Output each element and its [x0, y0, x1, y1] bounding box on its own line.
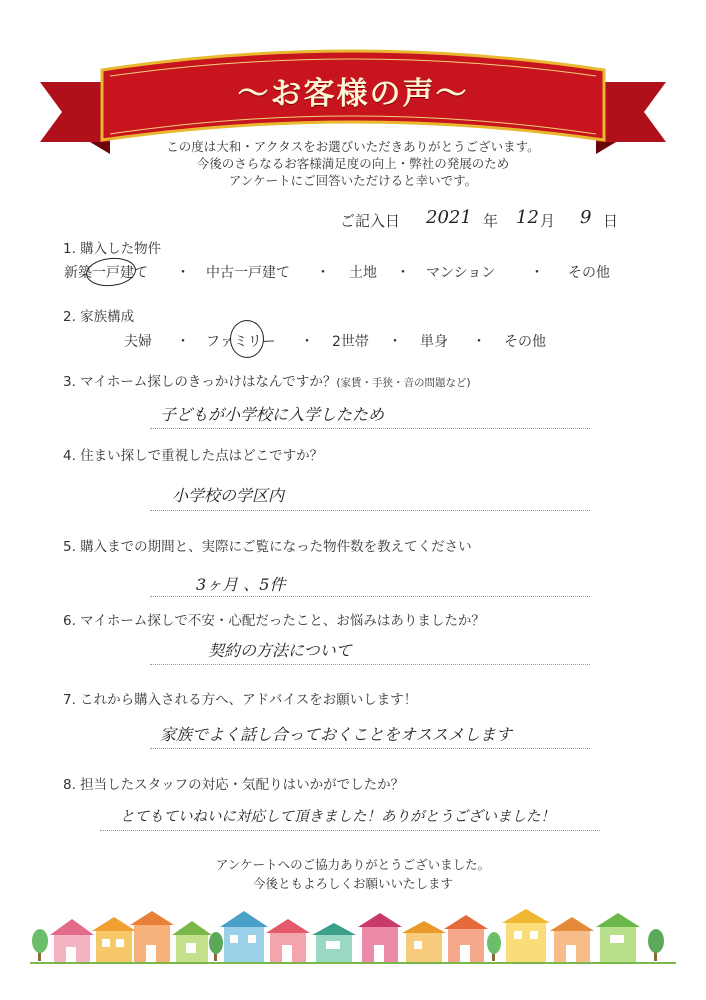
- option-separator: ・: [472, 334, 486, 350]
- option-used-house[interactable]: 中古一戸建て: [206, 265, 290, 281]
- answer-4: 小学校の学区内: [172, 486, 285, 505]
- answer-5: 3ヶ月 、5件: [196, 575, 286, 594]
- closing-line: 今後ともよろしくお願いいたします: [252, 876, 453, 891]
- house-icon: [596, 913, 640, 963]
- option-other[interactable]: その他: [504, 334, 546, 350]
- closing-message: [0, 855, 706, 893]
- answer-line: [150, 664, 590, 665]
- date-year-unit: 年: [483, 212, 499, 230]
- option-single[interactable]: 単身: [420, 334, 448, 350]
- date-month: 12: [516, 207, 539, 228]
- house-icon: [402, 921, 446, 963]
- option-two-generation[interactable]: 2世帯: [332, 334, 369, 350]
- question-3-label: [63, 370, 471, 390]
- question-3-note: (家賃・手狭・音の問題など): [336, 377, 471, 389]
- option-new-house[interactable]: 新築一戸建て: [64, 265, 148, 281]
- house-icon: [130, 911, 174, 963]
- answer-line: [150, 428, 590, 429]
- answer-8: とてもていねいに対応して頂きました！ありがとうございました！: [120, 809, 555, 825]
- option-separator: ・: [396, 265, 410, 281]
- house-icon: [220, 911, 268, 963]
- answer-line: [150, 510, 590, 511]
- page-title: ～お客様の声～: [237, 76, 469, 112]
- intro-line: この度は大和・アクタスをお選びいただきありがとうございます。: [166, 139, 540, 154]
- option-separator: ・: [530, 265, 544, 281]
- date-year: 2021: [426, 207, 472, 228]
- answer-line: [100, 830, 600, 831]
- answer-line: [150, 596, 590, 597]
- answer-line: [150, 748, 590, 749]
- closing-line: アンケートへのご協力ありがとうございました。: [215, 857, 491, 872]
- option-land[interactable]: 土地: [349, 265, 377, 281]
- date-day: 9: [580, 207, 592, 228]
- option-separator: ・: [176, 265, 190, 281]
- house-icon: [358, 913, 402, 963]
- house-icon: [172, 921, 212, 963]
- house-icon: [266, 919, 310, 963]
- question-6-label: 6. マイホーム探しで不安・心配だったこと、お悩みはありましたか？: [63, 613, 485, 629]
- tree-icon: [32, 929, 48, 961]
- option-separator: ・: [300, 334, 314, 350]
- tree-icon: [648, 929, 664, 961]
- option-other[interactable]: その他: [568, 265, 610, 281]
- house-icon: [92, 917, 136, 963]
- question-4-label: 4. 住まい探しで重視した点はどこですか？: [63, 448, 324, 464]
- intro-line: アンケートにご回答いただけると幸いです。: [228, 173, 478, 188]
- date-month-unit: 月: [540, 212, 556, 230]
- tree-icon: [209, 932, 223, 961]
- question-8-label: 8. 担当したスタッフの対応・気配りはいかがでしたか？: [63, 777, 405, 793]
- intro-line: 今後のさらなるお客様満足度の向上・弊社の発展のため: [196, 156, 510, 171]
- intro-text: [0, 138, 706, 189]
- question-2-options: [124, 331, 584, 353]
- question-7-label: 7. これから購入される方へ、アドバイスをお願いします！: [63, 692, 418, 708]
- house-icon: [50, 919, 94, 963]
- house-icon: [502, 909, 550, 963]
- answer-circle-mark: [230, 320, 264, 358]
- question-5-label: 5. 購入までの期間と、実際にご覧になった物件数を教えてください: [63, 539, 472, 555]
- answer-7: 家族でよく話し合っておくことをオススメします: [160, 725, 512, 744]
- question-1-label: 1. 購入した物件: [63, 241, 162, 257]
- date-day-unit: 日: [603, 212, 619, 230]
- option-couple[interactable]: 夫婦: [124, 334, 152, 350]
- question-2-label: 2. 家族構成: [63, 309, 135, 325]
- answer-3: 子どもが小学校に入学したため: [160, 405, 385, 424]
- townscape-illustration: [30, 905, 676, 965]
- question-1-options: [64, 262, 624, 284]
- house-icon: [312, 923, 356, 963]
- answer-6: 契約の方法について: [208, 641, 352, 660]
- option-mansion[interactable]: マンション: [426, 265, 496, 281]
- tree-icon: [487, 932, 501, 961]
- option-separator: ・: [176, 334, 190, 350]
- house-icon: [550, 917, 594, 963]
- question-3-text: 3. マイホーム探しのきっかけはなんですか？: [63, 374, 337, 390]
- house-icon: [444, 915, 488, 963]
- date-label: ご記入日: [340, 212, 401, 230]
- date-field: [340, 207, 640, 233]
- option-family[interactable]: ファミリー: [206, 334, 276, 350]
- option-separator: ・: [388, 334, 402, 350]
- option-separator: ・: [316, 265, 330, 281]
